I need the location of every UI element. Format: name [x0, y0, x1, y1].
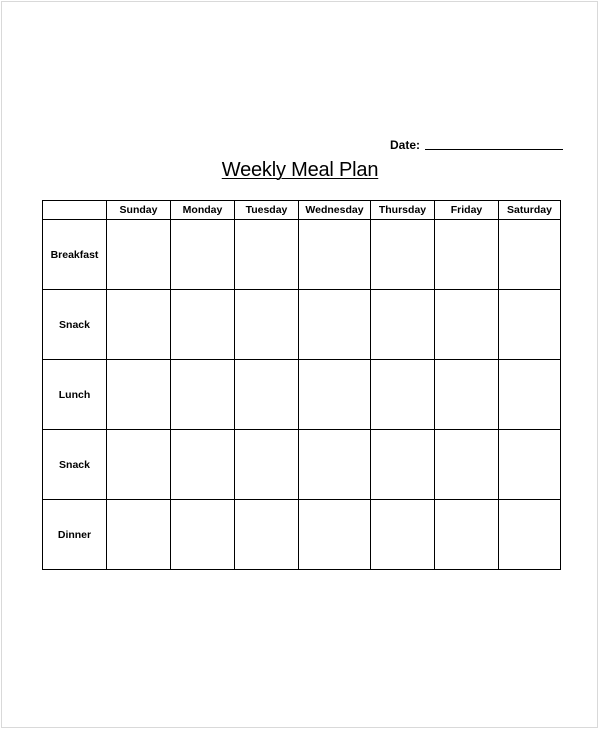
- meal-cell[interactable]: [299, 220, 371, 290]
- row-label-snack-1: Snack: [43, 290, 107, 360]
- table-row-snack-1: [43, 290, 561, 360]
- row-label-lunch: Lunch: [43, 360, 107, 430]
- meal-cell[interactable]: [499, 430, 561, 500]
- date-blank-line[interactable]: [425, 149, 563, 150]
- header-day-friday: Friday: [435, 201, 499, 220]
- meal-cell[interactable]: [499, 360, 561, 430]
- meal-cell[interactable]: [499, 220, 561, 290]
- meal-cell[interactable]: [435, 220, 499, 290]
- meal-cell[interactable]: [299, 360, 371, 430]
- row-label-breakfast: Breakfast: [43, 220, 107, 290]
- meal-cell[interactable]: [299, 290, 371, 360]
- meal-cell[interactable]: [107, 220, 171, 290]
- meal-cell[interactable]: [371, 220, 435, 290]
- meal-cell[interactable]: [371, 360, 435, 430]
- meal-cell[interactable]: [499, 500, 561, 570]
- header-day-sunday: Sunday: [107, 201, 171, 220]
- meal-cell[interactable]: [435, 290, 499, 360]
- date-label: Date:: [390, 138, 421, 152]
- meal-cell[interactable]: [371, 430, 435, 500]
- table-row-lunch: [43, 360, 561, 430]
- header-day-monday: Monday: [171, 201, 235, 220]
- meal-cell[interactable]: [371, 290, 435, 360]
- meal-cell[interactable]: [371, 500, 435, 570]
- meal-cell[interactable]: [299, 500, 371, 570]
- meal-cell[interactable]: [171, 290, 235, 360]
- table-row-breakfast: [43, 220, 561, 290]
- header-corner-cell: [43, 201, 107, 220]
- meal-cell[interactable]: [235, 500, 299, 570]
- meal-cell[interactable]: [107, 360, 171, 430]
- meal-cell[interactable]: [171, 430, 235, 500]
- header-day-saturday: Saturday: [499, 201, 561, 220]
- meal-cell[interactable]: [235, 360, 299, 430]
- meal-cell[interactable]: [499, 290, 561, 360]
- meal-cell[interactable]: [235, 220, 299, 290]
- meal-cell[interactable]: [435, 360, 499, 430]
- page-title-text: Weekly Meal Plan: [221, 159, 379, 181]
- row-label-snack-2: Snack: [43, 430, 107, 500]
- meal-cell[interactable]: [435, 500, 499, 570]
- meal-cell[interactable]: [107, 290, 171, 360]
- page-title: [0, 158, 600, 182]
- meal-cell[interactable]: [107, 430, 171, 500]
- meal-cell[interactable]: [435, 430, 499, 500]
- meal-cell[interactable]: [171, 500, 235, 570]
- meal-cell[interactable]: [235, 290, 299, 360]
- meal-cell[interactable]: [171, 220, 235, 290]
- header-day-tuesday: Tuesday: [235, 201, 299, 220]
- table-row-snack-2: [43, 430, 561, 500]
- meal-cell[interactable]: [299, 430, 371, 500]
- header-day-thursday: Thursday: [371, 201, 435, 220]
- table-row-dinner: [43, 500, 561, 570]
- table-header-row: [43, 201, 561, 220]
- header-day-wednesday: Wednesday: [299, 201, 371, 220]
- row-label-dinner: Dinner: [43, 500, 107, 570]
- meal-cell[interactable]: [107, 500, 171, 570]
- date-field: [390, 136, 563, 152]
- meal-cell[interactable]: [171, 360, 235, 430]
- meal-cell[interactable]: [235, 430, 299, 500]
- meal-plan-table: [42, 200, 561, 570]
